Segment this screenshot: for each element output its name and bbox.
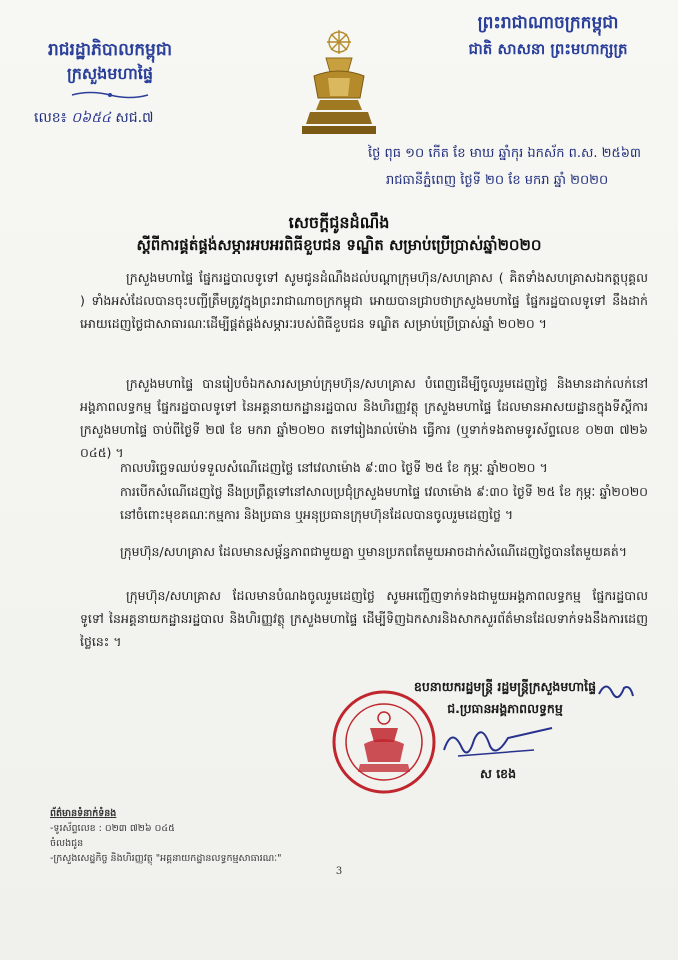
ornament-divider-icon [70, 90, 150, 100]
notice-title: សេចក្តីជូនដំណឹង [288, 213, 390, 232]
lunar-date: ថ្ងៃ ពុធ ១០ កើត ខែ មាឃ ឆ្នាំកុរ ឯកស័ក ព.ស. ២៥៦៣ [368, 146, 642, 161]
ref-number-handwritten: ០៦៥៤ [71, 110, 111, 126]
ref-suffix: សជ.៧ [115, 110, 154, 126]
royal-arms-emblem-icon [298, 28, 380, 138]
notice-subject: ស្តីពីការផ្គត់ផ្គង់សម្ភារអបអរពិធីខួបជន ទណ្ឌិត សម្រាប់ប្រើប្រាស់ឆ្នាំ២០២០ [136, 236, 542, 254]
paragraph-deadline: កាលបរិច្ឆេទឈប់ទទួលសំណើដេញថ្លៃ នៅវេលាម៉ោង ៩:៣០ ថ្ងៃទី ២៥ ខែ កុម្ភៈ ឆ្នាំ២០២០ ។ [120, 460, 548, 475]
cc-recipient: -ក្រសួងសេដ្ឋកិច្ច និងហិរញ្ញវត្ថុ "អគ្គនាយកដ្ឋានលទ្ធកម្មសាធារណៈ" [50, 853, 282, 864]
initials-mark-icon [596, 678, 636, 702]
government-name: រាជរដ្ឋាភិបាលកម្ពុជា [47, 40, 173, 60]
contact-phone: -ទូរស័ព្ទលេខ : ០២៣ ៧២៦ ០៤៥ [50, 823, 175, 834]
handwritten-signature-icon [438, 720, 558, 764]
national-motto: ជាតិ សាសនា ព្រះមហាក្សត្រ [468, 40, 628, 58]
contact-info [50, 806, 282, 866]
paragraph-1: ក្រសួងមហាផ្ទៃ ផ្នែករដ្ឋបាលទូទៅ សូមជូនដំណឹងដល់បណ្តាក្រុមហ៊ុន/សហគ្រាស ( គិតទាំងសហគ្រាសឯកត្តបុគ្គល ) ទាំងអស់ដែលបានចុះបញ្ជីត្រឹមត្រូវក្នុងព្រះរាជាណាចក្រកម្ពុជា អោយបានជ្រាបថាក្រសួងមហាផ្ទៃ ផ្នែករដ្ឋបាលទូទៅ នឹងដាក់អោយដេញថ្លៃជាសាធារណៈដើម្បីផ្គត់ផ្គង់សម្ភារៈរបស់ពិធីខួបជន ទណ្ឌិត សម្រាប់ប្រើប្រាស់ឆ្នាំ ២០២០ ។ [80, 270, 648, 331]
kingdom-header [432, 10, 664, 62]
signatory-role: ជ.ប្រធានអង្គភាពលទ្ធកម្ម [447, 701, 563, 716]
contact-heading: ព័ត៌មានទំនាក់ទំនង [50, 808, 117, 819]
paragraph-contact: ក្រុមហ៊ុន/សហគ្រាស ដែលមានបំណងចូលរួមដេញថ្លៃ សូមអញ្ជើញទាក់ទងជាមួយអង្គភាពលទ្ធកម្ម ផ្នែករដ្ឋបាលទូទៅ នៃអគ្គនាយកដ្ឋានរដ្ឋបាល និងហិរញ្ញវត្ថុ ក្រសួងមហាផ្ទៃ ដើម្បីទិញឯកសារនិងសាកសួរព័ត៌មានដែលទាក់ទងនឹងការដេញថ្លៃនេះ ។ [80, 588, 648, 649]
ministry-name: ក្រសួងមហាផ្ទៃ [66, 64, 153, 83]
ref-label: លេខ៖ [34, 110, 67, 126]
reference-number [34, 108, 154, 129]
paragraph-bid-opening: ការបើកសំណើដេញថ្លៃ នឹងប្រព្រឹត្តទៅនៅសាលប្រជុំក្រសួងមហាផ្ទៃ វេលាម៉ោង ៩:៣០ ថ្ងៃទី ២៥ ខែ កុម្ភៈ ឆ្នាំ២០២០ នៅចំពោះមុខគណៈកម្មការ និងប្រធាន ឬអនុប្រធានក្រុមហ៊ុនដែលបានចូលរួមដេញថ្លៃ ។ [120, 484, 648, 522]
page-number: 3 [335, 866, 343, 877]
cc-label: ចំលងជូន [50, 838, 84, 849]
ministry-header [30, 38, 190, 100]
kingdom-name: ព្រះរាជាណាចក្រកម្ពុជា [477, 13, 619, 33]
paragraph-affiliation: ក្រុមហ៊ុន/សហគ្រាស ដែលមានសម្ព័ន្ធភាពជាមួយគ្នា ឬមានប្រភពតែមួយអាចដាក់សំណើដេញថ្លៃបានតែមួយគត់។ [120, 544, 628, 559]
paragraph-2: ក្រសួងមហាផ្ទៃ បានរៀបចំឯកសារសម្រាប់ក្រុមហ៊ុន/សហគ្រាស បំពេញដើម្បីចូលរួមដេញថ្លៃ និងមានដាក់លក់នៅអង្គភាពលទ្ធកម្ម ផ្នែករដ្ឋបាលទូទៅ នៃអគ្គនាយកដ្ឋានរដ្ឋបាល និងហិរញ្ញវត្ថុ ក្រសួងមហាផ្ទៃ ដែលមានអាសយដ្ឋានក្នុងទីស្តីការក្រសួងមហាផ្ទៃ ចាប់ពីថ្ងៃទី ២៧ ខែ មករា ឆ្នាំ២០២០ តទៅរៀងរាល់ម៉ោង ធ្វើការ (ឬទាក់ទងតាមទូរស័ព្ទលេខ ០២៣ ៧២៦ ០៤៥) ។ [80, 376, 648, 460]
signatory-name: ស ខេង [479, 766, 517, 781]
solar-date: រាជធានីភ្នំពេញ ថ្ងៃទី ២០ ខែ មករា ឆ្នាំ ២០២០ [386, 173, 609, 188]
signatory-position: ឧបនាយករដ្ឋមន្ត្រី រដ្ឋមន្ត្រីក្រសួងមហាផ្ទៃ [413, 679, 597, 694]
